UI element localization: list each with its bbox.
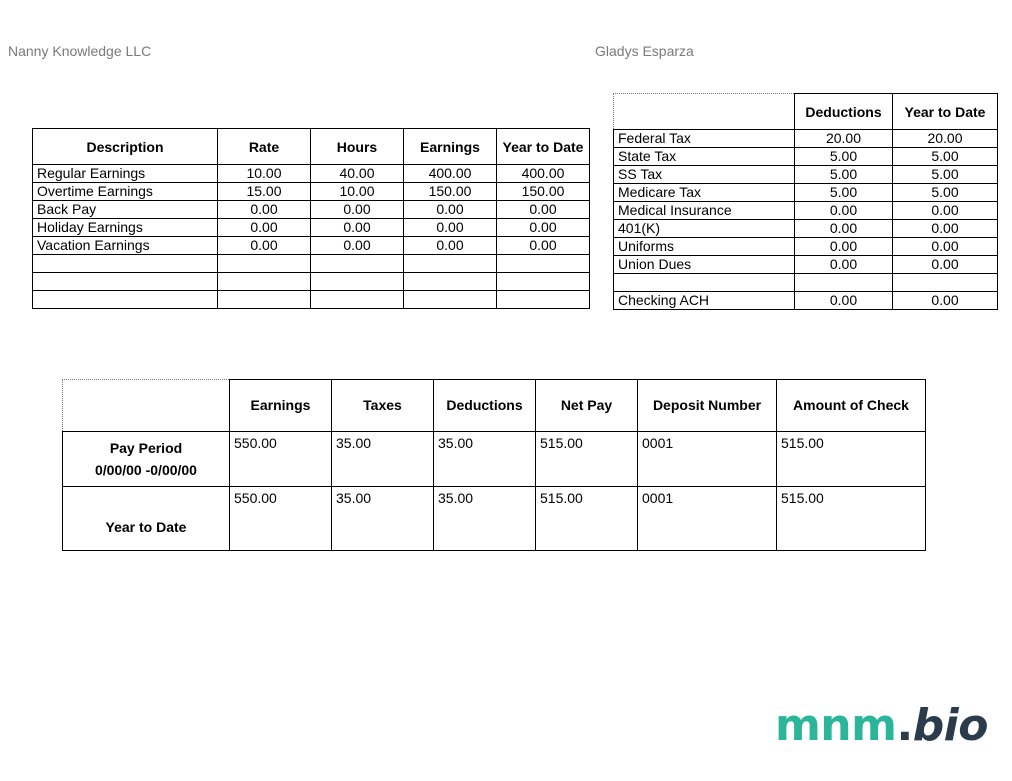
deductions-row — [614, 166, 998, 184]
summary-header-amount-of-check: Amount of Check — [777, 380, 926, 432]
earnings-value-cell: 15.00 — [218, 183, 311, 201]
earnings-value-cell: 400.00 — [404, 165, 497, 183]
earnings-header-rate: Rate — [218, 129, 311, 165]
summary-header-taxes: Taxes — [332, 380, 434, 432]
earnings-value-cell — [311, 273, 404, 291]
deduction-value-cell: 5.00 — [893, 148, 998, 166]
earnings-row — [33, 255, 590, 273]
earnings-value-cell — [311, 255, 404, 273]
deduction-label-cell: Checking ACH — [614, 292, 795, 310]
deduction-label-cell: Medicare Tax — [614, 184, 795, 202]
mnm-bio-logo: mnm.bio — [774, 700, 988, 751]
deduction-label-cell: State Tax — [614, 148, 795, 166]
earnings-value-cell: 0.00 — [404, 219, 497, 237]
earnings-value-cell: 0.00 — [218, 219, 311, 237]
earnings-value-cell: 0.00 — [404, 237, 497, 255]
earnings-description-cell — [33, 291, 218, 309]
earnings-description-cell: Overtime Earnings — [33, 183, 218, 201]
earnings-value-cell: 0.00 — [311, 219, 404, 237]
earnings-header-description: Description — [33, 129, 218, 165]
earnings-value-cell — [497, 291, 590, 309]
deduction-value-cell: 20.00 — [795, 130, 893, 148]
deduction-value-cell: 0.00 — [893, 202, 998, 220]
deductions-row — [614, 292, 998, 310]
earnings-header-hours: Hours — [311, 129, 404, 165]
earnings-row — [33, 201, 590, 219]
deduction-value-cell: 0.00 — [893, 238, 998, 256]
earnings-header-row — [33, 129, 590, 165]
deduction-label-cell — [614, 274, 795, 292]
deduction-label-cell: Union Dues — [614, 256, 795, 274]
summary-header-row — [63, 380, 926, 432]
deductions-row — [614, 238, 998, 256]
summary-table — [62, 379, 926, 551]
deductions-row — [614, 130, 998, 148]
summary-header-earnings: Earnings — [230, 380, 332, 432]
earnings-value-cell — [311, 291, 404, 309]
earnings-row — [33, 237, 590, 255]
earnings-value-cell — [218, 273, 311, 291]
earnings-row — [33, 291, 590, 309]
summary-row-label — [63, 432, 230, 487]
deduction-value-cell: 5.00 — [795, 184, 893, 202]
deduction-value-cell: 0.00 — [795, 256, 893, 274]
deductions-row — [614, 148, 998, 166]
summary-cell: 35.00 — [434, 432, 536, 487]
deductions-row — [614, 256, 998, 274]
summary-cell: 0001 — [638, 487, 777, 551]
summary-header-net-pay: Net Pay — [536, 380, 638, 432]
earnings-value-cell — [497, 255, 590, 273]
deduction-value-cell: 0.00 — [795, 292, 893, 310]
earnings-value-cell — [404, 273, 497, 291]
earnings-value-cell — [497, 273, 590, 291]
earnings-value-cell — [404, 255, 497, 273]
earnings-value-cell: 40.00 — [311, 165, 404, 183]
earnings-value-cell: 10.00 — [218, 165, 311, 183]
earnings-description-cell: Vacation Earnings — [33, 237, 218, 255]
summary-cell: 550.00 — [230, 432, 332, 487]
deduction-value-cell: 5.00 — [893, 166, 998, 184]
earnings-value-cell: 0.00 — [218, 201, 311, 219]
deductions-header-ytd: Year to Date — [893, 94, 998, 130]
pay-period-range: 0/00/00 -0/00/00 — [95, 462, 197, 478]
summary-cell: 35.00 — [332, 432, 434, 487]
earnings-table — [32, 128, 590, 309]
deduction-value-cell: 0.00 — [893, 256, 998, 274]
summary-row-ytd — [63, 487, 926, 551]
summary-cell: 0001 — [638, 432, 777, 487]
earnings-value-cell: 150.00 — [404, 183, 497, 201]
earnings-header-ytd: Year to Date — [497, 129, 590, 165]
deduction-value-cell: 0.00 — [893, 220, 998, 238]
deductions-row — [614, 184, 998, 202]
deduction-label-cell: 401(K) — [614, 220, 795, 238]
earnings-value-cell: 0.00 — [311, 201, 404, 219]
summary-cell: 515.00 — [777, 432, 926, 487]
ytd-label: Year to Date — [105, 519, 187, 535]
summary-cell: 550.00 — [230, 487, 332, 551]
summary-cell: 35.00 — [434, 487, 536, 551]
earnings-value-cell: 0.00 — [497, 219, 590, 237]
deduction-value-cell: 0.00 — [893, 292, 998, 310]
earnings-description-cell — [33, 273, 218, 291]
earnings-value-cell — [218, 291, 311, 309]
earnings-value-cell: 150.00 — [497, 183, 590, 201]
summary-header-blank — [63, 380, 230, 432]
deductions-row — [614, 220, 998, 238]
summary-cell: 515.00 — [536, 432, 638, 487]
deduction-label-cell: Federal Tax — [614, 130, 795, 148]
earnings-row — [33, 273, 590, 291]
deduction-label-cell: SS Tax — [614, 166, 795, 184]
summary-cell: 35.00 — [332, 487, 434, 551]
summary-row-pay-period — [63, 432, 926, 487]
earnings-row — [33, 183, 590, 201]
company-name: Nanny Knowledge LLC — [8, 43, 152, 59]
earnings-value-cell: 0.00 — [404, 201, 497, 219]
earnings-description-cell: Back Pay — [33, 201, 218, 219]
deduction-value-cell: 5.00 — [893, 184, 998, 202]
earnings-value-cell — [404, 291, 497, 309]
earnings-description-cell — [33, 255, 218, 273]
earnings-value-cell: 0.00 — [497, 201, 590, 219]
deductions-row — [614, 274, 998, 292]
earnings-value-cell: 0.00 — [497, 237, 590, 255]
earnings-value-cell: 0.00 — [218, 237, 311, 255]
deduction-value-cell: 0.00 — [795, 238, 893, 256]
earnings-value-cell: 10.00 — [311, 183, 404, 201]
deduction-value-cell: 5.00 — [795, 166, 893, 184]
employee-name: Gladys Esparza — [595, 43, 694, 59]
earnings-value-cell — [218, 255, 311, 273]
summary-row-label — [63, 487, 230, 551]
earnings-row — [33, 219, 590, 237]
summary-cell: 515.00 — [536, 487, 638, 551]
pay-period-label: Pay Period — [109, 440, 183, 456]
earnings-description-cell: Holiday Earnings — [33, 219, 218, 237]
deductions-header-blank — [614, 94, 795, 130]
deduction-label-cell: Medical Insurance — [614, 202, 795, 220]
summary-header-deductions: Deductions — [434, 380, 536, 432]
deductions-table — [613, 93, 998, 310]
earnings-row — [33, 165, 590, 183]
deduction-value-cell: 0.00 — [795, 202, 893, 220]
deductions-header-row — [614, 94, 998, 130]
deduction-label-cell: Uniforms — [614, 238, 795, 256]
deduction-value-cell — [893, 274, 998, 292]
earnings-description-cell: Regular Earnings — [33, 165, 218, 183]
deduction-value-cell: 0.00 — [795, 220, 893, 238]
deduction-value-cell: 5.00 — [795, 148, 893, 166]
deductions-row — [614, 202, 998, 220]
summary-header-deposit-number: Deposit Number — [638, 380, 777, 432]
earnings-header-earnings: Earnings — [404, 129, 497, 165]
earnings-value-cell: 0.00 — [311, 237, 404, 255]
deduction-value-cell — [795, 274, 893, 292]
deduction-value-cell: 20.00 — [893, 130, 998, 148]
summary-cell: 515.00 — [777, 487, 926, 551]
deductions-header-deductions: Deductions — [795, 94, 893, 130]
earnings-value-cell: 400.00 — [497, 165, 590, 183]
